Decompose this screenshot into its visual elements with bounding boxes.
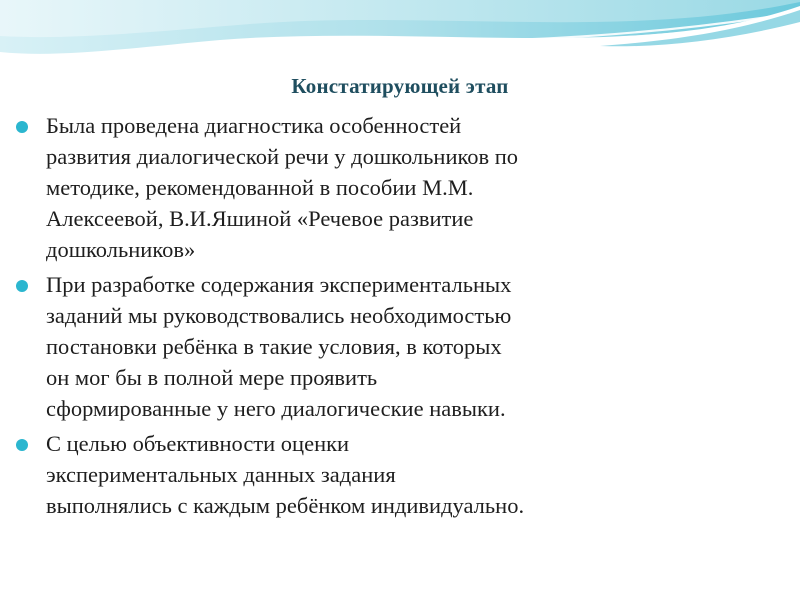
bullet-dot-icon — [16, 121, 28, 133]
bullet-line: экспериментальных данных задания — [46, 462, 396, 487]
bullet-text — [46, 110, 774, 265]
slide-title: Констатирующей этап — [291, 74, 509, 98]
bullet-line: выполнялись с каждым ребёнком индивидуально. — [46, 493, 525, 518]
bullet-item — [14, 428, 774, 521]
bullet-line: Алексеевой, В.И.Яшиной «Речевое развитие — [46, 206, 474, 231]
bullet-text — [46, 428, 774, 521]
bullet-item — [14, 110, 774, 265]
bullet-item — [14, 269, 774, 424]
bullet-line: он мог бы в полной мере проявить — [46, 365, 378, 390]
bullet-line: методике, рекомендованной в пособии М.М. — [46, 175, 474, 200]
bullet-dot-icon — [16, 280, 28, 292]
bullet-line: дошкольников» — [46, 237, 196, 262]
bullet-text — [46, 269, 774, 424]
bullet-dot-icon — [16, 439, 28, 451]
bullet-line: сформированные у него диалогические навыки. — [46, 396, 506, 421]
bullet-line: С целью объективности оценки — [46, 431, 350, 456]
bullet-line: заданий мы руководствовались необходимостью — [46, 303, 512, 328]
bullet-line: Была проведена диагностика особенностей — [46, 113, 462, 138]
bullet-line: развития диалогической речи у дошкольников по — [46, 144, 519, 169]
bullet-line: постановки ребёнка в такие условия, в которых — [46, 334, 502, 359]
bullet-list — [14, 110, 774, 525]
bullet-line: При разработке содержания экспериментальных — [46, 272, 512, 297]
